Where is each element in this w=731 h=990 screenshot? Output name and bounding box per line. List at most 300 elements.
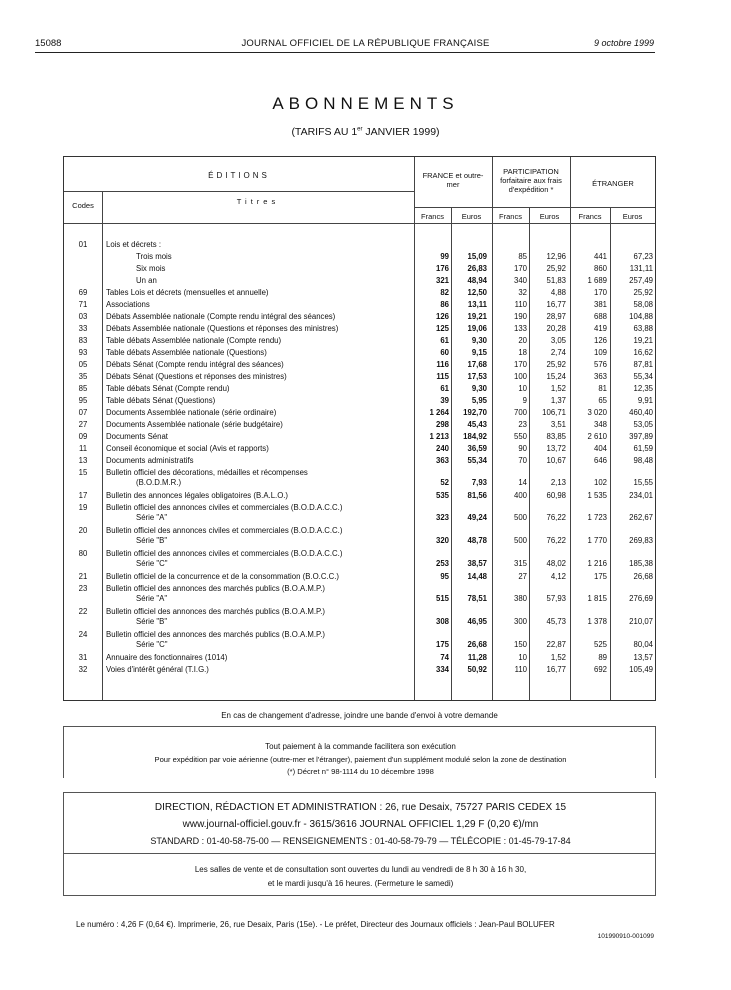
row-value: 315 xyxy=(513,559,527,568)
row-value: 78,51 xyxy=(467,594,487,603)
issue-date: 9 octobre 1999 xyxy=(593,38,654,48)
row-value: 100 xyxy=(513,372,527,381)
row-value: 262,67 xyxy=(629,513,653,522)
row-value: 98,48 xyxy=(633,456,653,465)
row-title: Bulletin officiel des annonces des marchés publics (B.O.A.M.P.) xyxy=(106,630,325,639)
row-value: 1 815 xyxy=(587,594,607,603)
row-value: 9,30 xyxy=(471,384,487,393)
row-title-line-2: Série "B" xyxy=(136,536,168,545)
row-title: Documents Assemblée nationale (série ordinaire) xyxy=(106,408,277,417)
page-subtitle: (TARIFS AU 1er JANVIER 1999) xyxy=(291,126,440,138)
row-code: 11 xyxy=(78,444,88,453)
row-value: 95 xyxy=(440,572,449,581)
row-value: 646 xyxy=(593,456,607,465)
row-value: 10,67 xyxy=(546,456,566,465)
row-value: 334 xyxy=(435,665,449,674)
table-row-values xyxy=(64,558,655,569)
france-euros-header: Euros xyxy=(461,212,482,221)
row-value: 5,95 xyxy=(471,396,487,405)
table-row xyxy=(64,395,655,406)
etranger-header: ÉTRANGER xyxy=(592,179,634,188)
journal-title: JOURNAL OFFICIEL DE LA RÉPUBLIQUE FRANÇAISE xyxy=(241,38,490,49)
contact-line-1: DIRECTION, RÉDACTION ET ADMINISTRATION : 26, rue Desaix, 75727 PARIS CEDEX 15 xyxy=(154,802,567,813)
row-title: Bulletin officiel des annonces des marchés publics (B.O.A.M.P.) xyxy=(106,584,325,593)
row-value: 45,43 xyxy=(467,420,487,429)
row-title: Lois et décrets : xyxy=(106,240,162,249)
table-row xyxy=(64,371,655,382)
row-value: 269,83 xyxy=(629,536,653,545)
row-value: 125 xyxy=(435,324,449,333)
row-value: 441 xyxy=(593,252,607,261)
row-value: 116 xyxy=(436,360,449,369)
row-value: 9,15 xyxy=(471,348,487,357)
table-row xyxy=(64,263,655,274)
row-value: 12,50 xyxy=(467,288,487,297)
table-row xyxy=(64,431,655,442)
row-value: 25,92 xyxy=(546,360,566,369)
row-code: 71 xyxy=(78,300,88,309)
row-code: 33 xyxy=(78,324,88,333)
row-code: 07 xyxy=(78,408,88,417)
row-title: Bulletin officiel des annonces civiles et commerciales (B.O.D.A.C.C.) xyxy=(106,549,343,558)
row-value: 323 xyxy=(435,513,449,522)
row-title: Bulletin officiel des décorations, médailles et récompenses xyxy=(106,468,308,477)
row-value: 48,02 xyxy=(546,559,566,568)
row-value: 110 xyxy=(514,300,527,309)
row-value: 17,68 xyxy=(467,360,487,369)
table-row xyxy=(64,335,655,346)
hours-line-1: Les salles de vente et de consultation sont ouvertes du lundi au vendredi de 8 h 30 à 16 h 30, xyxy=(194,865,527,874)
row-value: 20 xyxy=(518,336,527,345)
row-title: Débats Sénat (Questions et réponses des ministres) xyxy=(106,372,287,381)
row-value: 170 xyxy=(513,360,527,369)
row-value: 525 xyxy=(593,640,607,649)
row-value: 99 xyxy=(440,252,449,261)
row-code: 32 xyxy=(78,665,88,674)
table-row xyxy=(64,407,655,418)
row-value: 404 xyxy=(593,444,607,453)
table-row-values xyxy=(64,616,655,627)
row-value: 1,52 xyxy=(550,653,566,662)
table-row xyxy=(64,299,655,310)
row-title-line-2: Série "A" xyxy=(136,513,168,522)
row-title: Documents Sénat xyxy=(106,432,168,441)
row-code: 93 xyxy=(78,348,88,357)
row-value: 4,12 xyxy=(550,572,566,581)
row-value: 106,71 xyxy=(542,408,566,417)
row-value: 240 xyxy=(435,444,449,453)
table-row xyxy=(64,383,655,394)
row-title-line-2: Série "A" xyxy=(136,594,168,603)
row-value: 692 xyxy=(593,665,607,674)
row-title: Bulletin officiel des annonces des marchés publics (B.O.A.M.P.) xyxy=(106,607,325,616)
row-value: 185,38 xyxy=(629,559,653,568)
row-value: 57,93 xyxy=(546,594,566,603)
row-value: 25,92 xyxy=(633,288,653,297)
row-value: 126 xyxy=(435,312,449,321)
row-value: 32 xyxy=(518,288,527,297)
row-value: 170 xyxy=(513,264,527,273)
row-value: 90 xyxy=(518,444,527,453)
row-value: 14,48 xyxy=(467,572,487,581)
row-value: 234,01 xyxy=(629,491,653,500)
row-value: 46,95 xyxy=(467,617,487,626)
table-row xyxy=(64,251,655,262)
row-value: 55,34 xyxy=(633,372,653,381)
row-value: 22,87 xyxy=(546,640,566,649)
row-value: 26,83 xyxy=(467,264,487,273)
row-code: 22 xyxy=(78,607,88,616)
row-value: 23 xyxy=(518,420,527,429)
row-value: 340 xyxy=(513,276,527,285)
row-title: Annuaire des fonctionnaires (1014) xyxy=(106,653,228,662)
table-row-values xyxy=(64,639,655,650)
row-value: 500 xyxy=(513,536,527,545)
row-title: Six mois xyxy=(136,264,166,273)
row-value: 19,21 xyxy=(633,336,653,345)
row-value: 308 xyxy=(435,617,449,626)
titres-header: Titres xyxy=(236,197,280,206)
row-code: 03 xyxy=(78,312,88,321)
row-value: 115 xyxy=(436,372,449,381)
row-value: 397,89 xyxy=(629,432,653,441)
row-value: 36,59 xyxy=(467,444,487,453)
etr-francs-header: Francs xyxy=(578,212,602,221)
row-value: 13,72 xyxy=(546,444,566,453)
participation-header: PARTICIPATION forfaitaire aux frais d'expédition * xyxy=(500,167,562,194)
part-francs-header: Francs xyxy=(499,212,522,221)
row-code: 20 xyxy=(78,526,88,535)
row-value: 104,88 xyxy=(629,312,653,321)
row-value: 131,11 xyxy=(629,264,653,273)
table-row-values xyxy=(64,477,655,488)
row-value: 535 xyxy=(435,491,449,500)
row-value: 253 xyxy=(435,559,449,568)
row-value: 16,77 xyxy=(546,300,566,309)
row-value: 175 xyxy=(593,572,607,581)
row-value: 13,57 xyxy=(633,653,653,662)
row-value: 83,85 xyxy=(546,432,566,441)
row-value: 86 xyxy=(440,300,449,309)
row-value: 15,24 xyxy=(546,372,566,381)
row-value: 176 xyxy=(435,264,449,273)
row-value: 12,35 xyxy=(633,384,653,393)
row-value: 27 xyxy=(518,572,527,581)
row-code: 23 xyxy=(78,584,88,593)
row-code: 17 xyxy=(78,491,88,500)
table-row xyxy=(64,275,655,286)
row-value: 133 xyxy=(513,324,527,333)
row-value: 60,98 xyxy=(546,491,566,500)
row-title: Table débats Assemblée nationale (Compte rendu) xyxy=(106,336,282,345)
row-value: 150 xyxy=(513,640,527,649)
row-value: 257,49 xyxy=(629,276,653,285)
row-code: 15 xyxy=(78,468,88,477)
table-row xyxy=(64,664,655,675)
row-title: Débats Assemblée nationale (Compte rendu intégral des séances) xyxy=(106,312,336,321)
row-value: 860 xyxy=(593,264,607,273)
row-value: 10 xyxy=(518,384,527,393)
row-title: Table débats Sénat (Compte rendu) xyxy=(106,384,230,393)
row-value: 1 689 xyxy=(587,276,607,285)
row-code: 24 xyxy=(78,630,88,639)
row-value: 9 xyxy=(522,396,527,405)
rates-table xyxy=(63,156,656,701)
codes-header: Codes xyxy=(72,201,94,210)
row-code: 27 xyxy=(78,420,88,429)
row-value: 210,07 xyxy=(629,617,653,626)
row-title: Tables Lois et décrets (mensuelles et annuelle) xyxy=(106,288,269,297)
row-title: Conseil économique et social (Avis et rapports) xyxy=(106,444,269,453)
row-value: 192,70 xyxy=(463,408,487,417)
row-value: 460,40 xyxy=(629,408,653,417)
row-value: 1,52 xyxy=(550,384,566,393)
row-value: 61 xyxy=(440,384,449,393)
row-value: 82 xyxy=(440,288,449,297)
row-title: Table débats Sénat (Questions) xyxy=(106,396,216,405)
row-value: 87,81 xyxy=(633,360,653,369)
row-value: 15,55 xyxy=(633,478,653,487)
row-value: 18 xyxy=(518,348,527,357)
row-title: Débats Sénat (Compte rendu intégral des séances) xyxy=(106,360,284,369)
row-value: 419 xyxy=(593,324,607,333)
row-value: 688 xyxy=(593,312,607,321)
row-title: Documents Assemblée nationale (série budgétaire) xyxy=(106,420,283,429)
footer-line: Le numéro : 4,26 F (0,64 €). Imprimerie, 26, rue Desaix, Paris (15e). - Le préfet, Directeur des Journaux officiels : Jean-Paul BOLUFER xyxy=(76,920,555,929)
contact-line-2: www.journal-officiel.gouv.fr - 3615/3616 JOURNAL OFFICIEL 1,29 F (0,20 €)/mn xyxy=(182,819,539,830)
row-value: 3,05 xyxy=(550,336,566,345)
row-value: 1 264 xyxy=(429,408,449,417)
row-code: 09 xyxy=(78,432,88,441)
row-value: 74 xyxy=(440,653,449,662)
row-value: 20,28 xyxy=(546,324,566,333)
row-value: 16,77 xyxy=(546,665,566,674)
row-value: 49,24 xyxy=(467,513,487,522)
france-header: FRANCE et outre-mer xyxy=(422,171,484,189)
row-value: 380 xyxy=(513,594,527,603)
row-value: 16,62 xyxy=(633,348,653,357)
row-code: 35 xyxy=(78,372,88,381)
row-value: 48,94 xyxy=(467,276,487,285)
row-value: 81,56 xyxy=(467,491,487,500)
row-value: 28,97 xyxy=(546,312,566,321)
row-value: 19,06 xyxy=(467,324,487,333)
table-row-values xyxy=(64,535,655,546)
row-value: 38,57 xyxy=(467,559,487,568)
row-title: Table débats Assemblée nationale (Questions) xyxy=(106,348,267,357)
row-value: 89 xyxy=(598,653,607,662)
row-value: 321 xyxy=(435,276,449,285)
row-code: 21 xyxy=(78,572,88,581)
row-value: 1 723 xyxy=(587,513,607,522)
row-value: 550 xyxy=(513,432,527,441)
row-value: 11,28 xyxy=(467,653,487,662)
row-code: 69 xyxy=(78,288,88,297)
row-value: 70 xyxy=(518,456,527,465)
table-row xyxy=(64,347,655,358)
row-value: 105,49 xyxy=(629,665,653,674)
payment-box xyxy=(63,726,656,778)
row-value: 276,69 xyxy=(629,594,653,603)
row-code: 19 xyxy=(78,503,88,512)
row-title-line-2: Série "C" xyxy=(136,559,168,568)
row-value: 61 xyxy=(440,336,449,345)
row-value: 52 xyxy=(440,478,449,487)
row-value: 576 xyxy=(593,360,607,369)
row-title: Bulletin officiel de la concurrence et de la consommation (B.O.C.C.) xyxy=(106,572,340,581)
row-value: 80,04 xyxy=(633,640,653,649)
table-row xyxy=(64,652,655,663)
row-code: 83 xyxy=(78,336,88,345)
row-code: 01 xyxy=(78,240,88,249)
row-value: 2,13 xyxy=(550,478,566,487)
row-value: 76,22 xyxy=(546,536,566,545)
row-title-line-2: Série "C" xyxy=(136,640,168,649)
france-francs-header: Francs xyxy=(421,212,444,221)
row-value: 184,92 xyxy=(463,432,487,441)
row-value: 110 xyxy=(514,665,527,674)
row-value: 58,08 xyxy=(633,300,653,309)
table-row-values xyxy=(64,512,655,523)
row-title: Bulletin officiel des annonces civiles et commerciales (B.O.D.A.C.C.) xyxy=(106,503,343,512)
table-row xyxy=(64,239,655,250)
row-value: 17,53 xyxy=(467,372,487,381)
contact-line-3: STANDARD : 01-40-58-75-00 — RENSEIGNEMENTS : 01-40-58-79-79 — TÉLÉCOPIE : 01-45-79-17-84 xyxy=(150,836,571,846)
row-value: 381 xyxy=(593,300,607,309)
payment-line-2: Pour expédition par voie aérienne (outre-mer et l'étranger), paiement d'un supplément modulé selon la zone de destination xyxy=(154,755,567,764)
row-value: 12,96 xyxy=(546,252,566,261)
row-value: 53,05 xyxy=(633,420,653,429)
row-value: 81 xyxy=(598,384,607,393)
row-value: 1 213 xyxy=(429,432,449,441)
row-code: 85 xyxy=(78,384,88,393)
editions-header: ÉDITIONS xyxy=(208,171,270,180)
row-title: Bulletin officiel des annonces civiles et commerciales (B.O.D.A.C.C.) xyxy=(106,526,343,535)
row-title: Débats Assemblée nationale (Questions et réponses des ministres) xyxy=(106,324,339,333)
row-value: 2,74 xyxy=(550,348,566,357)
row-value: 7,93 xyxy=(471,478,487,487)
row-title: Voies d'intérêt général (T.I.G.) xyxy=(106,665,209,674)
table-row xyxy=(64,571,655,582)
row-value: 39 xyxy=(440,396,449,405)
row-value: 63,88 xyxy=(633,324,653,333)
row-value: 175 xyxy=(435,640,449,649)
row-value: 348 xyxy=(593,420,607,429)
table-row xyxy=(64,323,655,334)
row-value: 1 770 xyxy=(587,536,607,545)
row-value: 67,23 xyxy=(633,252,653,261)
row-code: 13 xyxy=(78,456,88,465)
contact-box xyxy=(63,792,656,854)
table-row xyxy=(64,359,655,370)
row-value: 400 xyxy=(513,491,527,500)
row-value: 76,22 xyxy=(546,513,566,522)
row-value: 320 xyxy=(435,536,449,545)
address-change-note: En cas de changement d'adresse, joindre une bande d'envoi à votre demande xyxy=(221,711,498,720)
table-row xyxy=(64,311,655,322)
row-value: 85 xyxy=(518,252,527,261)
row-value: 9,30 xyxy=(471,336,487,345)
row-title-line-2: (B.O.D.M.R.) xyxy=(136,478,182,487)
row-value: 300 xyxy=(513,617,527,626)
row-value: 15,09 xyxy=(467,252,487,261)
row-value: 1 535 xyxy=(587,491,607,500)
footer-code: 101990910-001099 xyxy=(597,933,654,940)
payment-line-3: (*) Décret n° 98-1114 du 10 décembre 1998 xyxy=(287,767,434,776)
row-value: 48,78 xyxy=(467,536,487,545)
row-value: 1 216 xyxy=(587,559,607,568)
row-code: 95 xyxy=(78,396,88,405)
row-value: 65 xyxy=(598,396,607,405)
row-title: Associations xyxy=(106,300,150,309)
row-value: 500 xyxy=(513,513,527,522)
row-value: 363 xyxy=(435,456,449,465)
row-value: 170 xyxy=(593,288,607,297)
row-code: 80 xyxy=(78,549,88,558)
hours-line-2: et le mardi jusqu'à 16 heures. (Fermeture le samedi) xyxy=(267,879,454,888)
row-value: 26,68 xyxy=(633,572,653,581)
row-value: 298 xyxy=(435,420,449,429)
part-euros-header: Euros xyxy=(539,212,560,221)
header-rule xyxy=(35,52,655,53)
payment-line-1: Tout paiement à la commande facilitera son exécution xyxy=(265,742,456,751)
row-value: 363 xyxy=(593,372,607,381)
row-value: 55,34 xyxy=(467,456,487,465)
row-value: 13,11 xyxy=(467,300,487,309)
table-row-values xyxy=(64,593,655,604)
row-value: 14 xyxy=(518,478,527,487)
table-row xyxy=(64,443,655,454)
page-title: ABONNEMENTS xyxy=(272,94,459,113)
row-title: Documents administratifs xyxy=(106,456,194,465)
row-value: 19,21 xyxy=(467,312,487,321)
row-code: 05 xyxy=(78,360,88,369)
table-row xyxy=(64,455,655,466)
hours-box xyxy=(63,854,656,896)
row-value: 50,92 xyxy=(467,665,487,674)
page-number: 15088 xyxy=(35,38,62,49)
etr-euros-header: Euros xyxy=(622,212,643,221)
row-code: 31 xyxy=(78,653,88,662)
row-value: 3 020 xyxy=(587,408,607,417)
row-title: Un an xyxy=(136,276,157,285)
row-value: 25,92 xyxy=(546,264,566,273)
row-value: 190 xyxy=(513,312,527,321)
row-value: 126 xyxy=(593,336,607,345)
row-value: 10 xyxy=(518,653,527,662)
row-value: 9,91 xyxy=(637,396,653,405)
table-row xyxy=(64,490,655,501)
row-value: 26,68 xyxy=(467,640,487,649)
row-title-line-2: Série "B" xyxy=(136,617,168,626)
row-value: 1,37 xyxy=(550,396,566,405)
row-value: 1 378 xyxy=(587,617,607,626)
row-value: 515 xyxy=(435,594,449,603)
row-title: Bulletin des annonces légales obligatoires (B.A.L.O.) xyxy=(106,491,289,500)
row-value: 61,59 xyxy=(633,444,653,453)
row-value: 102 xyxy=(593,478,607,487)
row-title: Trois mois xyxy=(136,252,172,261)
row-value: 45,73 xyxy=(546,617,566,626)
row-value: 109 xyxy=(593,348,607,357)
row-value: 2 610 xyxy=(587,432,607,441)
row-value: 60 xyxy=(440,348,449,357)
table-row xyxy=(64,287,655,298)
row-value: 51,83 xyxy=(546,276,566,285)
table-row xyxy=(64,419,655,430)
row-value: 4,88 xyxy=(550,288,566,297)
row-value: 3,51 xyxy=(550,420,566,429)
